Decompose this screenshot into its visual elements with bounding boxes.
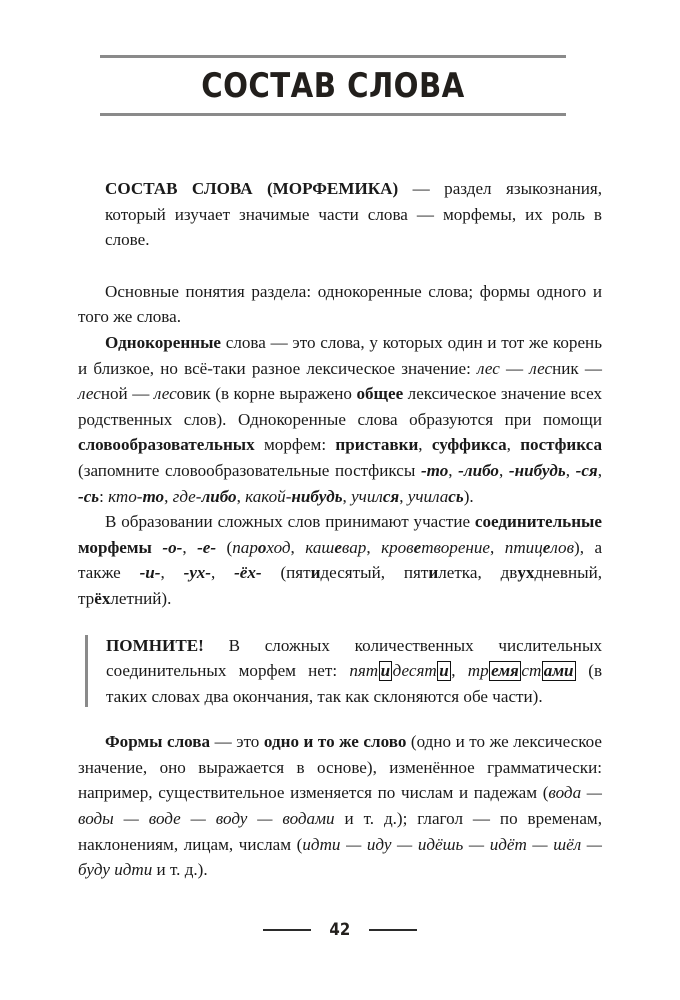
p2-part2: (в корне выражено <box>210 384 357 404</box>
definition-text: раздел языкознания, который изучает значимые части слова — морфемы, их роль в слове. <box>105 179 603 250</box>
p4-ex-verb-forms: идти — иду — идёшь — идёт — шёл — буду идти <box>78 834 602 880</box>
p3-num-bold-1: и <box>310 563 321 583</box>
p2-ex1-root: лес <box>477 358 500 378</box>
postfix-libo: -либо <box>458 460 499 480</box>
p3-ex4-c: лов <box>550 537 575 557</box>
page-title-block <box>100 55 566 116</box>
p3-sep-3: , <box>366 537 382 557</box>
morpheme-yoh: -ёх- <box>234 563 262 583</box>
definition-dash: — <box>398 179 445 198</box>
p3-sep-4: , <box>490 537 505 557</box>
p2-word2-postfix: либо <box>201 486 237 506</box>
postfix-nibud: -нибудь <box>508 460 566 480</box>
p2-bold-postfiksa: постфикса <box>520 435 603 455</box>
p3-part1: В образовании сложных слов принимают участие <box>105 512 475 532</box>
p3-num-text-2: летка, дв <box>438 563 518 583</box>
p3-ex3-c: творение <box>421 537 491 557</box>
title-rule-bottom <box>100 113 566 116</box>
p4-part1: (одно и то же лексическое значение, оно выражается в основе), изменённое грамматически: например, существительное изменяется по числам и падежам ( <box>78 732 602 803</box>
remember-callout <box>78 633 602 710</box>
postfix-sya: -ся <box>575 460 598 480</box>
p2-dash-b: — <box>578 358 602 378</box>
p2-bold-slovoobr: словообразовательных <box>78 435 255 455</box>
remember-label: ПОМНИТЕ! <box>106 635 204 655</box>
p2-comma-1: , <box>418 435 432 455</box>
p4-part2: и т. д.); глагол — по временам, наклонениям, лицам, числам ( <box>78 809 602 854</box>
paragraph-word-forms <box>78 729 602 883</box>
ending-box-2: и <box>439 661 449 681</box>
p3-ex4-a: птиц <box>504 537 543 557</box>
p3-ex3-a: кров <box>381 537 414 557</box>
p3-ex1-a: пар <box>232 537 258 557</box>
paragraph-basic-concepts <box>78 279 602 330</box>
p4-dash: — это <box>210 732 264 752</box>
paragraph-1-text: Основные понятия раздела: однокоренные слова; формы одного и того же слова. <box>78 281 602 327</box>
page-title: СОСТАВ СЛОВА <box>201 66 465 106</box>
p2-part4: морфем: <box>254 435 336 455</box>
p3-space-1 <box>152 538 162 557</box>
p3-num-bold-4: ёх <box>94 588 111 608</box>
paragraph-connecting-morphemes <box>78 509 602 611</box>
p4-part3: и т. д.). <box>152 860 208 880</box>
p2-bold-pristavki: приставки <box>335 435 419 455</box>
p4-ex-noun-forms: вода — воды — воде — воду — водами <box>78 783 602 829</box>
remember-part1: В сложных количественных числительных соединительных морфем нет: <box>106 635 602 681</box>
p2-word3-postfix: нибудь <box>291 486 343 506</box>
p2-sep-4: , <box>597 460 602 480</box>
p2-part3: лексическое значение всех родственных слов). Однокоренные слова образуются при помощи <box>78 384 602 429</box>
remember-part2: (в таких словах два окончания, так как склоняются обе части). <box>106 661 603 706</box>
footer-rule-right <box>369 929 417 931</box>
p3-num-bold-2: и <box>428 563 439 583</box>
p3-bold-soedinitelnye: соединительные морфемы <box>78 512 602 557</box>
p2-word5-postfix: сь <box>448 486 464 506</box>
footer-rule-left <box>263 929 311 931</box>
p2-word2-stem: где- <box>172 486 202 506</box>
p3-ex3-vowel: е <box>413 537 422 557</box>
p3-open: ( <box>216 537 233 557</box>
p2-part5: (запомните словообразовательные постфиксы <box>78 460 421 480</box>
p2-comma-2: , <box>506 435 521 455</box>
p2-sep-7: , <box>342 486 352 506</box>
remember-text <box>106 633 602 710</box>
p3-num-text-1: десятый, пят <box>320 563 429 583</box>
p2-ex2-root: лес <box>529 358 553 378</box>
p3-ex4-vowel: е <box>542 537 551 557</box>
p3-part2: ), а также <box>78 537 603 583</box>
p2-ex4-root: лес <box>153 384 177 404</box>
p3-ex2-vowel: е <box>334 537 342 557</box>
p2-word1-postfix: то <box>142 486 165 506</box>
p2-sep-3: , <box>565 460 576 480</box>
p2-ex2-tail: ник <box>552 358 579 378</box>
remember-comma: , <box>451 661 468 681</box>
p2-ex4-tail: овик <box>176 384 211 404</box>
p2-sep-2: , <box>498 460 509 480</box>
text-column <box>78 176 602 883</box>
p3-open2: (пят <box>261 563 311 583</box>
p2-word1-stem: кто- <box>108 486 143 506</box>
p3-sep-2: , <box>290 537 306 557</box>
p3-sep-5: , <box>160 563 184 583</box>
p2-bold-suffiksa: суффикса <box>431 435 507 455</box>
page-footer <box>0 920 680 940</box>
morpheme-i: -и- <box>139 563 161 583</box>
p2-word4-postfix: ся <box>382 486 400 506</box>
definition-term: СОСТАВ СЛОВА (МОРФЕМИКА) <box>105 179 399 198</box>
p3-sep-1: , <box>182 537 198 557</box>
morpheme-e: -е- <box>197 537 217 557</box>
paragraph-cognate-words <box>78 330 602 509</box>
postfix-to: -то <box>420 460 449 480</box>
definition-block <box>105 176 602 253</box>
ending-box-4: ами <box>543 661 574 681</box>
p3-ex2-c: вар <box>341 537 367 557</box>
postfix-s: -сь <box>78 486 100 506</box>
p2-ex3-root: лес <box>78 384 101 404</box>
ending-box-3: емя <box>491 661 519 681</box>
remember-w1-b: десят <box>392 661 437 681</box>
p2-sep-5: , <box>164 486 173 506</box>
p2-colon: : <box>99 486 109 506</box>
p2-word5-stem: учила <box>407 486 449 506</box>
p2-sep-6: , <box>236 486 246 506</box>
p3-num-bold-3: ух <box>517 563 535 583</box>
p2-sep-8: , <box>399 486 408 506</box>
p3-ex2-a: каш <box>305 537 335 557</box>
p2-word4-stem: учил <box>351 486 383 506</box>
p2-dash-c: — <box>127 384 154 404</box>
p2-bold-obshchee: общее <box>356 384 404 404</box>
p3-num-text-4: летний). <box>110 588 172 608</box>
p3-sep-6: , <box>210 563 235 583</box>
p2-sep-1: , <box>448 460 459 480</box>
page-number: 42 <box>329 920 351 940</box>
morpheme-o: -о- <box>162 537 183 557</box>
p2-part1: слова — это слова, у которых один и тот же корень и близкое, но всё-таки разное лексическое значение: <box>78 332 602 378</box>
p2-word3-stem: какой- <box>245 486 292 506</box>
p4-lead: Формы слова <box>105 732 211 752</box>
p2-ex3-tail: ной <box>100 384 128 404</box>
remember-w1-a: пят <box>349 661 379 681</box>
remember-w2-b: ст <box>521 661 542 681</box>
p2-lead: Однокоренные <box>105 332 222 352</box>
ending-box-1: и <box>380 661 391 681</box>
morpheme-uh: -ух- <box>183 563 211 583</box>
p2-close: ). <box>463 486 474 506</box>
p3-num-text-3: дневный, тр <box>78 563 602 608</box>
p2-dash-a: — <box>499 358 530 378</box>
remember-w2-a: тр <box>467 661 489 681</box>
p3-ex1-c: ход <box>266 537 291 557</box>
p3-ex1-vowel: о <box>257 537 267 557</box>
p4-bold-odno: одно и то же слово <box>263 732 407 752</box>
